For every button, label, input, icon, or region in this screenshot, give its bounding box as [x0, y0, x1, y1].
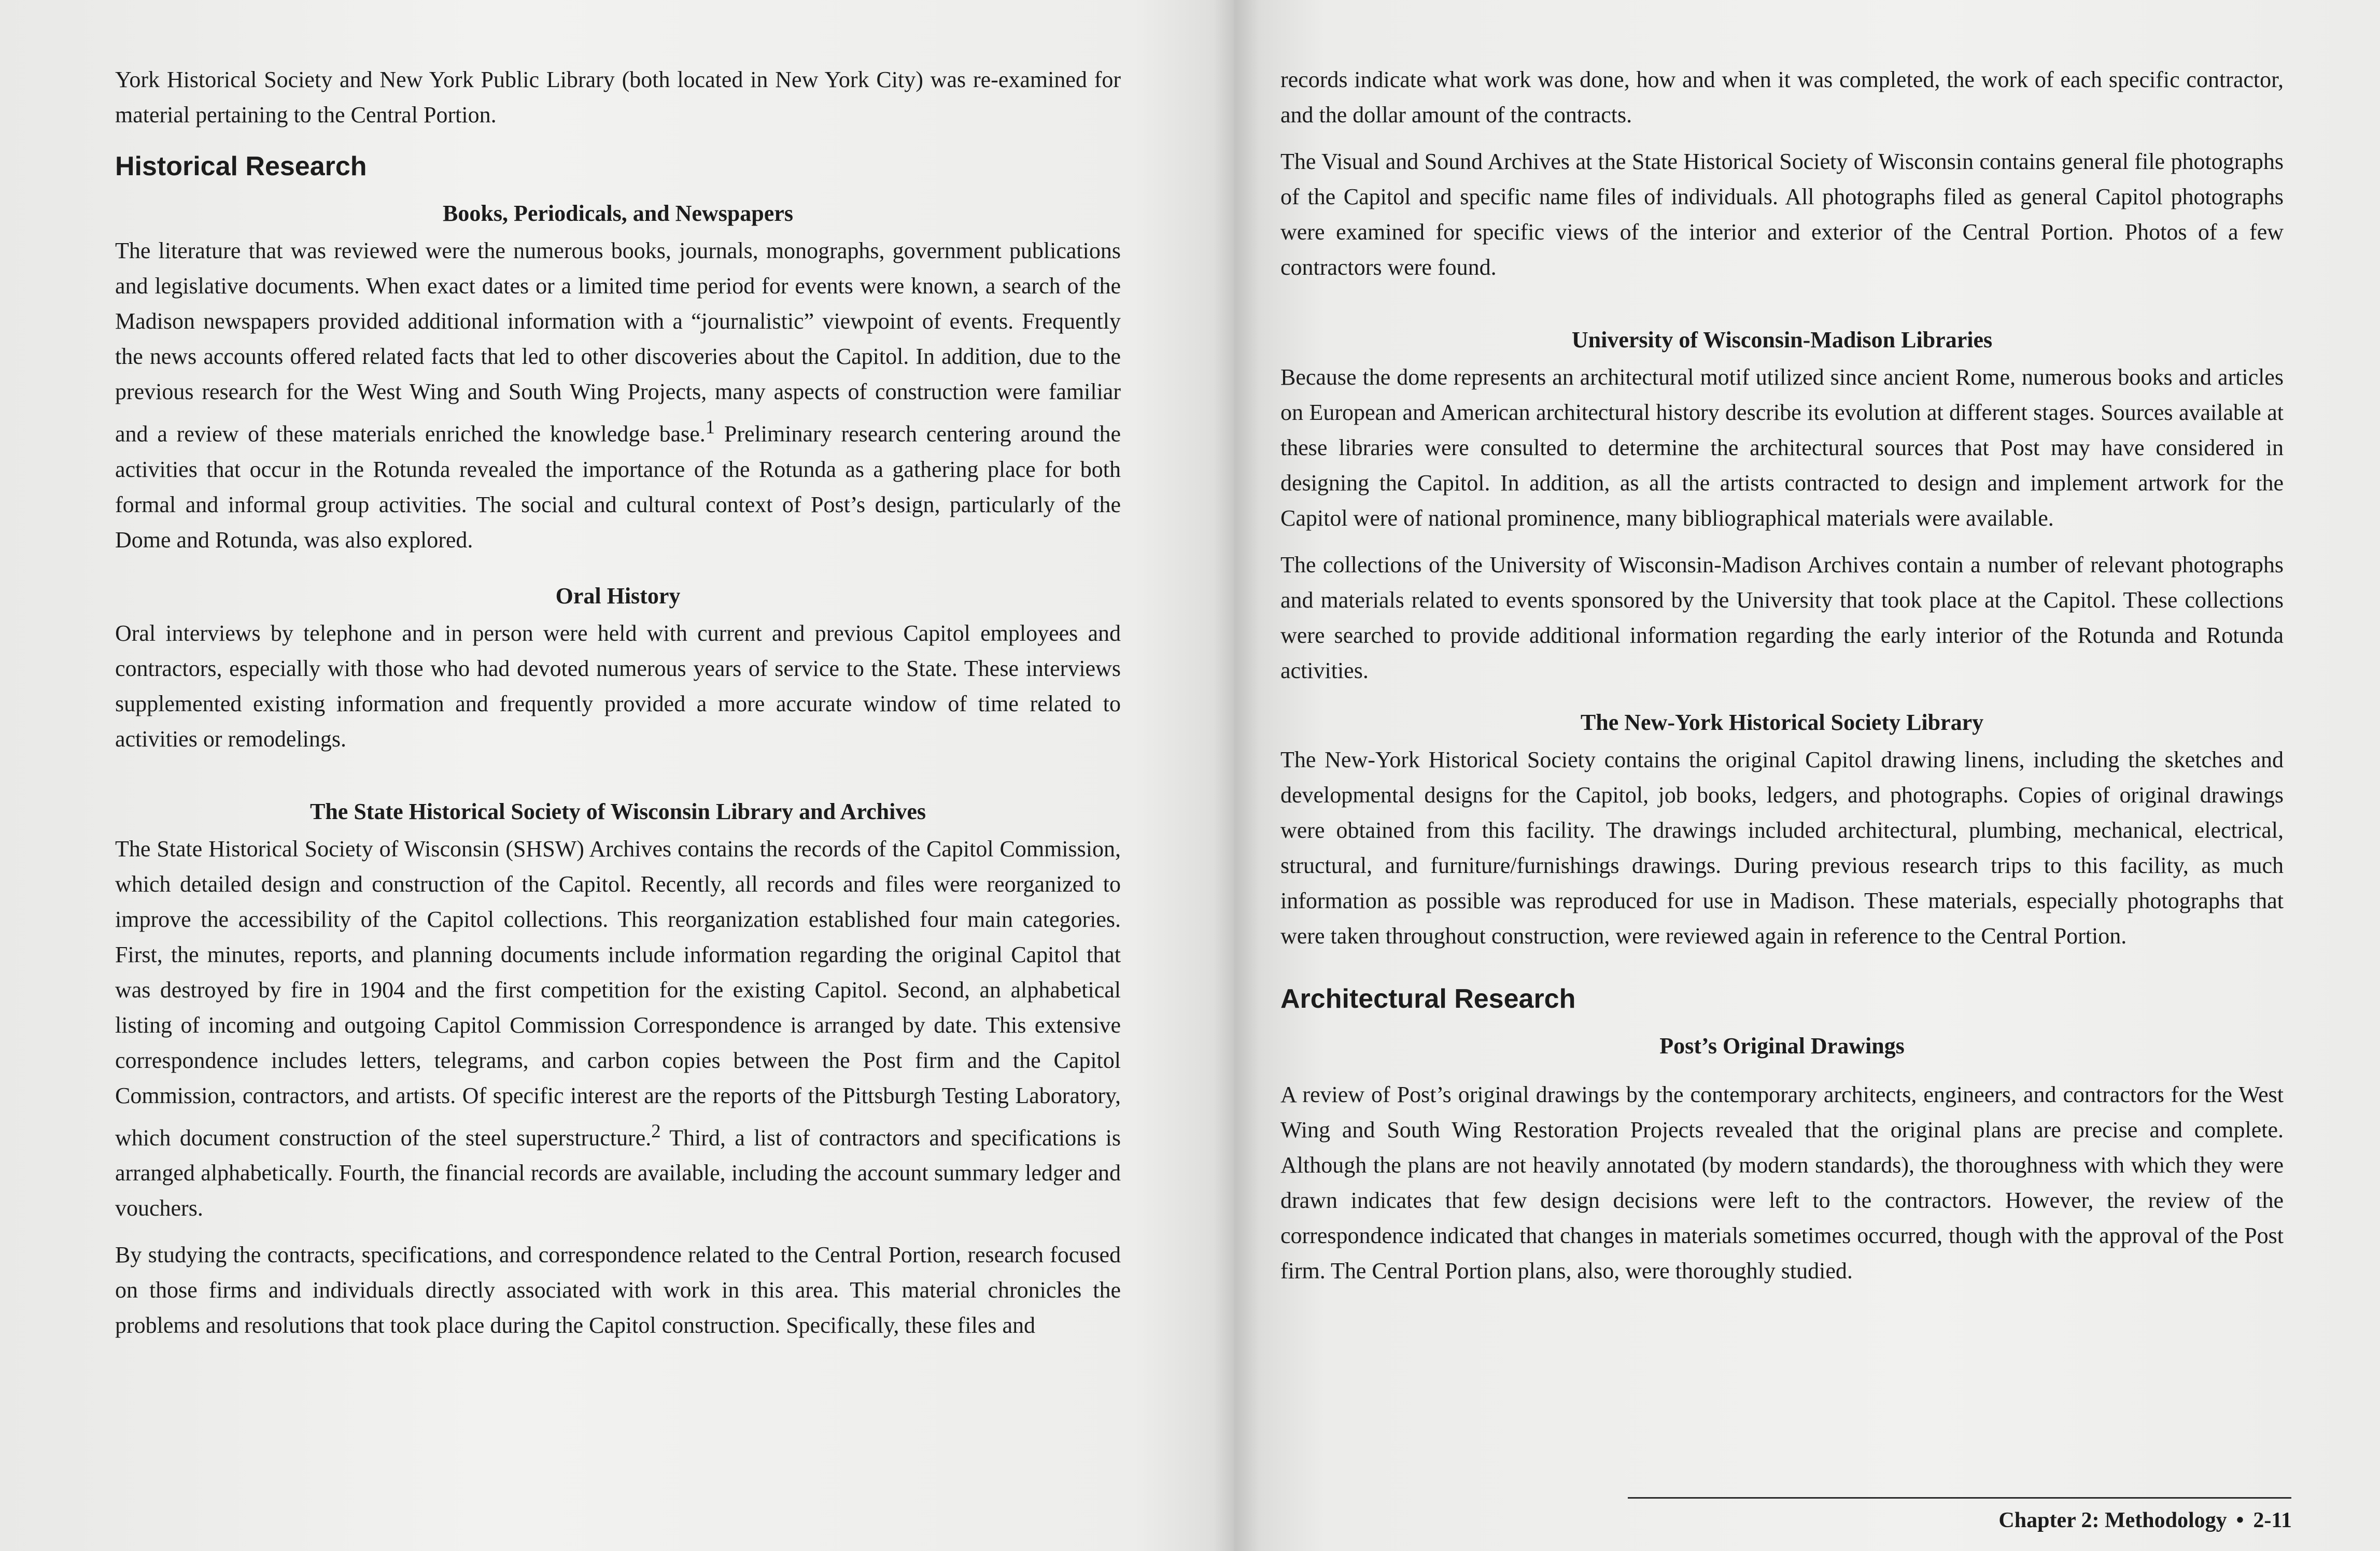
footnote-1: 1: [705, 416, 715, 438]
shsw-paragraph: [115, 831, 1121, 1226]
right-column: [1280, 62, 2284, 1289]
uw-archives-paragraph: The collections of the University of Wisconsin-Madison Archives contain a number of relevant photographs and materials related to events sponsored by the University that took place at the Capitol. These collections were searched to provide additional information regarding the early interior of the Rotunda and Rotunda activities.: [1280, 552, 2284, 683]
books-paragraph: [115, 233, 1121, 558]
left-intro-paragraph: York Historical Society and New York Public Library (both located in New York City) was re-examined for material pertaining to the Central Portion.: [115, 67, 1121, 128]
books-text: The literature that was reviewed were the numerous books, journals, monographs, government publications and legislative documents. When exact dates or a limited time period for events were known, a search of the Madison newspapers provided additional information with a “journalistic” viewpoint of events. Frequently the news accounts offered related facts that led to other discoveries about the Capitol. In addition, due to the previous research for the West Wing and South Wing Projects, many aspects of construction were familiar and a review of these materials enriched the knowledge base.: [115, 238, 1121, 447]
nyhs-paragraph: The New-York Historical Society contains the original Capitol drawing linens, including the sketches and developmental designs for the Capitol, job books, ledgers, and photographs. Copies of original drawings were obtained from this facility. The drawings included architectural, plumbing, mechanical, electrical, structural, and furniture/furnishings drawings. During previous research trips to this facility, as much information as possible was reproduced for use in Madison. These materials, especially photographs that were taken throughout construction, were reviewed again in reference to the Central Portion.: [1280, 747, 2284, 949]
posts-drawings-paragraph: A review of Post’s original drawings by the contemporary architects, engineers, and contractors for the West Wing and South Wing Restoration Projects revealed that the original plans are precise and complete. Although the plans are not heavily annotated (by modern standards), the thoroughness with which they were drawn indicates that few design decisions were left to the contractors. However, the review of the correspondence indicated that changes in materials sometimes occurred, though with the approval of the Post firm. The Central Portion plans, also, were thoroughly studied.: [1280, 1082, 2284, 1284]
oral-history-heading: Oral History: [555, 583, 681, 609]
footer-rule: [1628, 1497, 2291, 1499]
shsw-text: The State Historical Society of Wisconsin (SHSW) Archives contains the records of the Capitol Commission, which detailed design and construction of the Capitol. Recently, all records and files were reorganized to improve the accessibility of the Capitol collections. This reorganization established four main categories. First, the minutes, reports, and planning documents include information regarding the original Capitol that was destroyed by fire in 1904 and the first competition for the existing Capitol. Second, an alphabetical listing of incoming and outgoing Capitol Commission Correspondence is arranged by date. This extensive correspondence includes letters, telegrams, and carbon copies between the Post firm and the Capitol Commission, contractors, and artists. Of specific interest are the reports of the Pittsburgh Testing Laboratory, which document construction of the steel superstructure.: [115, 836, 1121, 1151]
footer-chapter: Chapter 2: Methodology: [1998, 1508, 2227, 1532]
posts-drawings-heading: Post’s Original Drawings: [1659, 1033, 1905, 1059]
visual-sound-paragraph: The Visual and Sound Archives at the State Historical Society of Wisconsin contains general file photographs of the Capitol and specific name files of individuals. All photographs filed as general Capitol photographs were examined for specific views of the interior and exterior of the Central Portion. Photos of a few contractors were found.: [1280, 149, 2284, 280]
shsw-paragraph-2: By studying the contracts, specifications, and correspondence related to the Central Portion, research focused on those firms and individuals directly associated with work in this area. This material chronicles the problems and resolutions that took place during the Capitol construction. Specifically, these files and: [115, 1242, 1121, 1338]
footer-bullet: •: [2236, 1508, 2244, 1532]
page-footer: [1998, 1506, 2292, 1535]
shsw-text-cont: Third, a list of contractors and specifications is arranged alphabetically. Fourth, the financial records are available, including the account summary ledger and vouchers.: [115, 1125, 1121, 1221]
oral-history-paragraph: Oral interviews by telephone and in person were held with current and previous Capitol employees and contractors, especially with those who had devoted numerous years of service to the State. These interviews supplemented existing information and frequently provided a more accurate window of time related to activities or remodelings.: [115, 620, 1121, 752]
shsw-heading: The State Historical Society of Wisconsin Library and Archives: [309, 798, 926, 824]
nyhs-heading: The New-York Historical Society Library: [1580, 710, 1984, 735]
uw-libraries-paragraph: Because the dome represents an architectural motif utilized since ancient Rome, numerous books and articles on European and American architectural history describe its evolution at different stages. Sources available at these libraries were consulted to determine the architectural sources that Post may have considered in designing the Capitol. In addition, as all the artists contracted to design and implement artwork for the Capitol were of national prominence, many bibliographical materials were available.: [1280, 364, 2284, 531]
historical-research-heading: Historical Research: [115, 151, 367, 181]
footnote-2: 2: [651, 1120, 661, 1141]
uw-libraries-heading: University of Wisconsin-Madison Libraries: [1571, 327, 1993, 353]
architectural-research-heading: Architectural Research: [1280, 984, 1576, 1014]
books-heading: Books, Periodicals, and Newspapers: [443, 201, 793, 226]
books-text-cont: Preliminary research centering around the activities that occur in the Rotunda revealed the importance of the Rotunda as a gathering place for both formal and informal group activities. The social and cultural context of Post’s design, particularly of the Dome and Rotunda, was also explored.: [115, 421, 1121, 553]
footer-page-number: 2-11: [2253, 1508, 2292, 1532]
page-gutter: [1213, 0, 1260, 1551]
left-column: [115, 62, 1121, 1343]
right-intro-paragraph: records indicate what work was done, how and when it was completed, the work of each specific contractor, and the dollar amount of the contracts.: [1280, 67, 2284, 128]
